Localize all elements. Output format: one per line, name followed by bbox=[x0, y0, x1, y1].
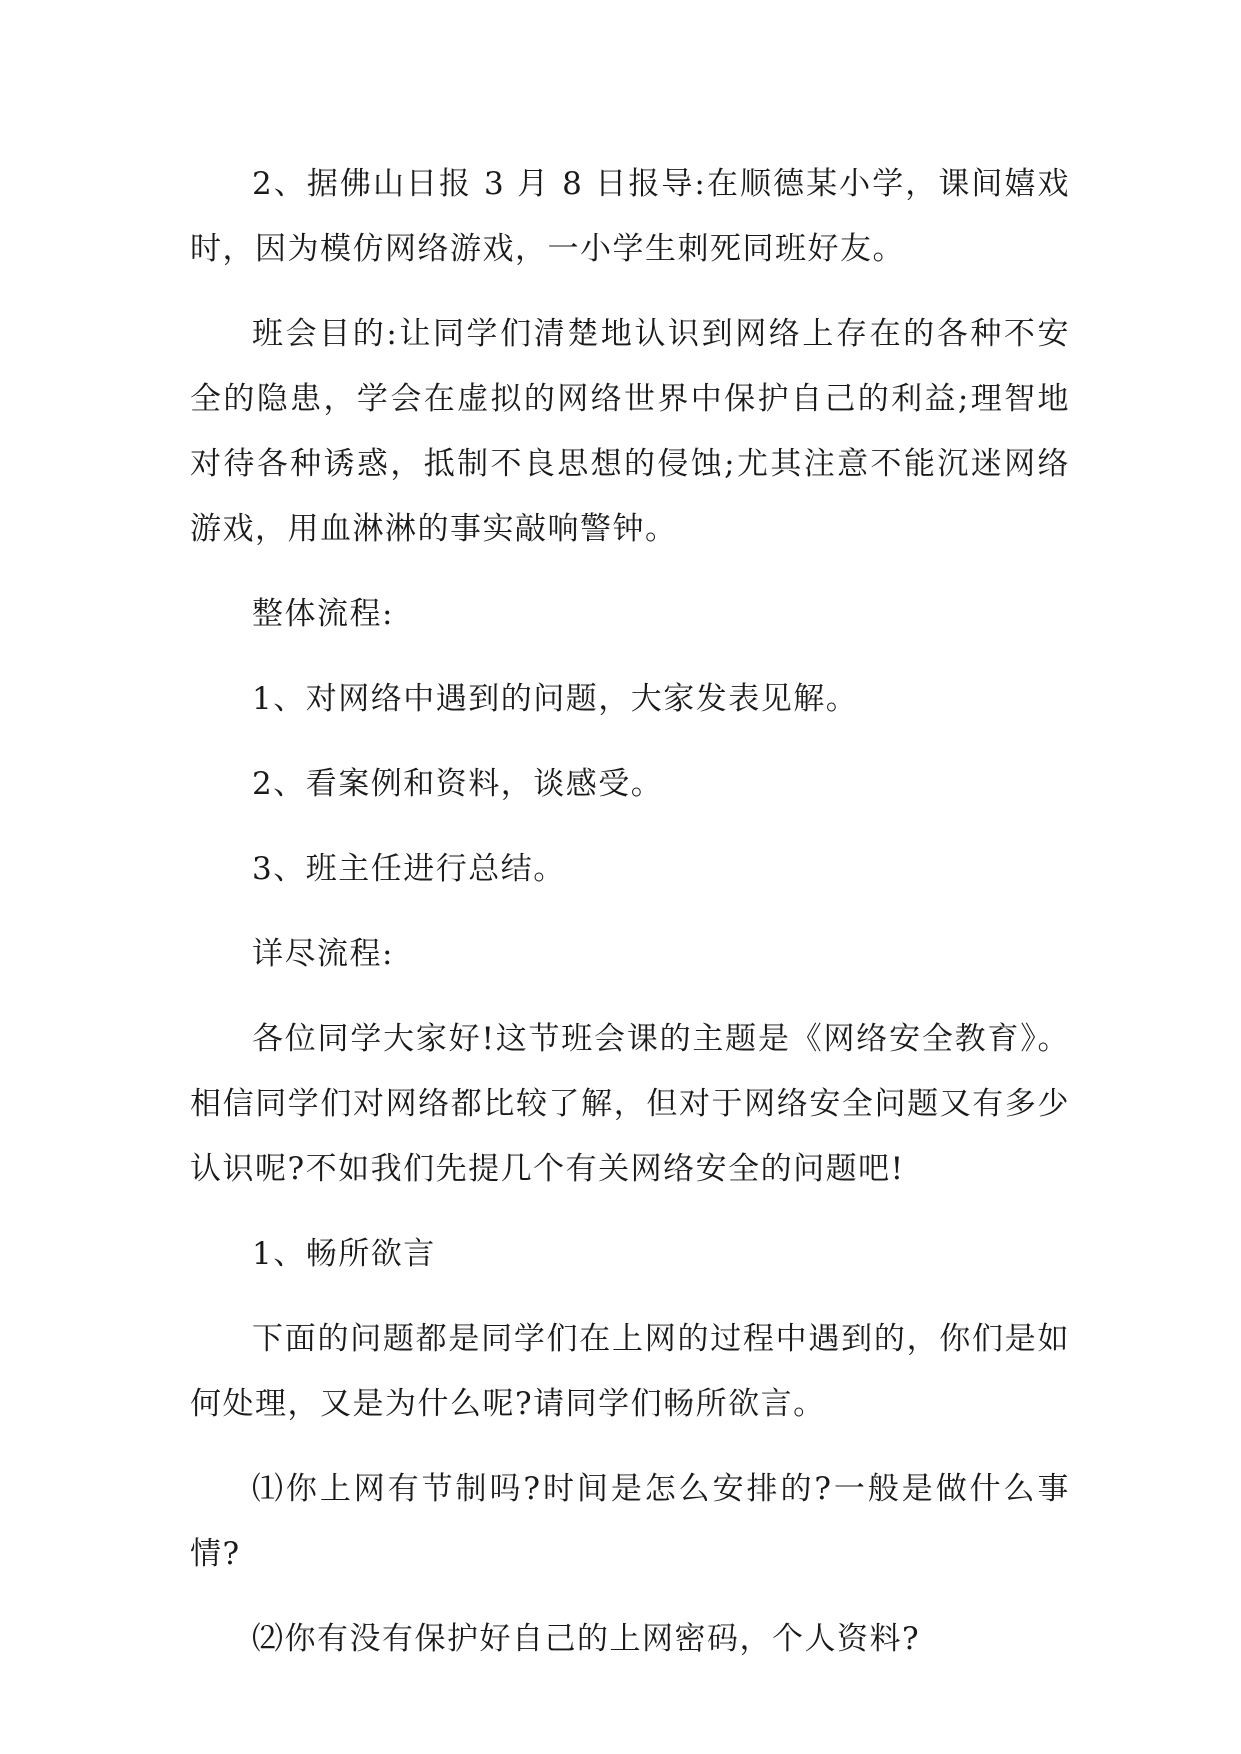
list-item-process-1: 1、对网络中遇到的问题，大家发表见解。 bbox=[252, 681, 859, 717]
list-item-process-3: 3、班主任进行总结。 bbox=[252, 851, 566, 887]
question-item-1: ⑴你上网有节制吗?时间是怎么安排的?一般是做什么事情? bbox=[190, 1471, 1070, 1572]
paragraph-opening-remarks: 各位同学大家好!这节班会课的主题是《网络安全教育》。相信同学们对网络都比较了解，但对于网络安全问题又有多少认识呢?不如我们先提几个有关网络安全的问题吧! bbox=[190, 1021, 1070, 1187]
paragraph-news-report: 2、据佛山日报 3 月 8 日报导:在顺德某小学，课间嬉戏时，因为模仿网络游戏，一小学生刺死同班好友。 bbox=[190, 166, 1070, 267]
paragraph-meeting-purpose: 班会目的:让同学们清楚地认识到网络上存在的各种不安全的隐患，学会在虚拟的网络世界中保护自己的利益;理智地对待各种诱惑，抵制不良思想的侵蚀;尤其注意不能沉迷网络游戏，用血淋淋的事实敲响警钟。 bbox=[190, 316, 1070, 547]
heading-speak-freely: 1、畅所欲言 bbox=[252, 1236, 436, 1272]
question-item-2: ⑵你有没有保护好自己的上网密码，个人资料? bbox=[252, 1621, 921, 1657]
list-item-process-2: 2、看案例和资料，谈感受。 bbox=[252, 766, 664, 802]
heading-overall-process: 整体流程: bbox=[252, 596, 394, 632]
paragraph-questions-intro: 下面的问题都是同学们在上网的过程中遇到的，你们是如何处理，又是为什么呢?请同学们畅所欲言。 bbox=[190, 1321, 1070, 1422]
heading-detailed-process: 详尽流程: bbox=[252, 936, 394, 972]
document-body bbox=[190, 152, 1070, 1692]
